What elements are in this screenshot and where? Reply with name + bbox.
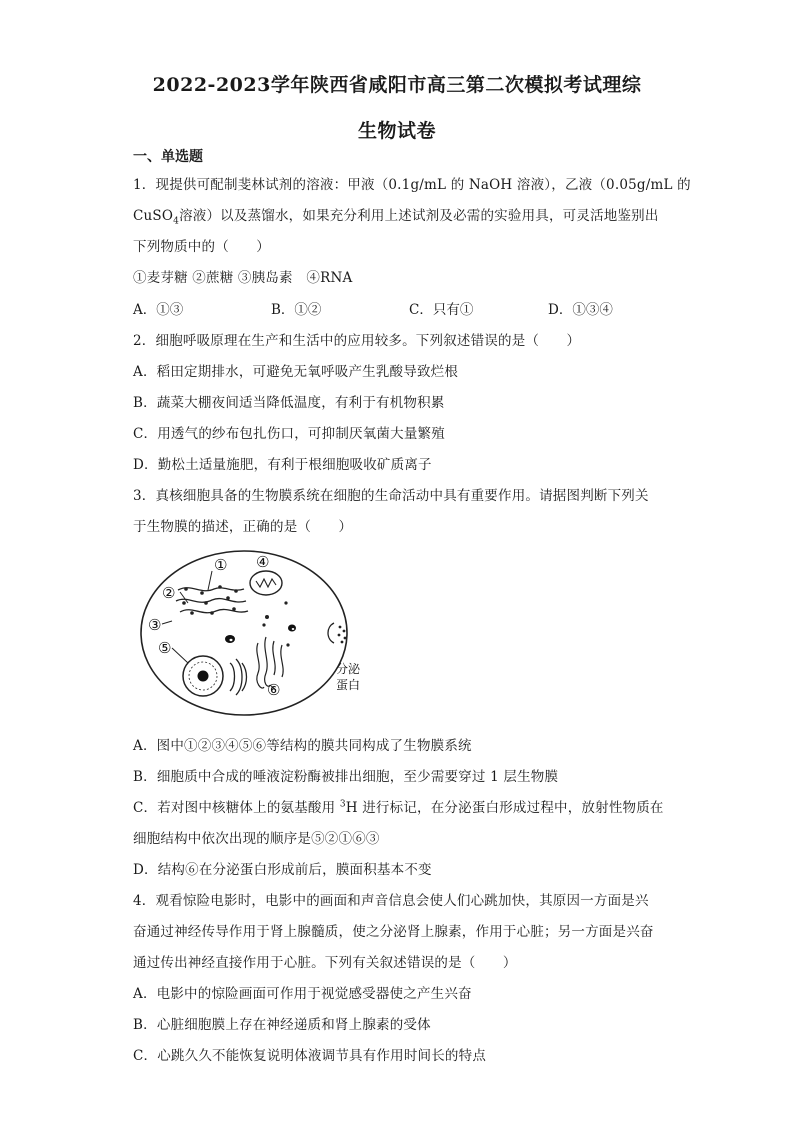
q4-stem-line2: 奋通过神经传导作用于肾上腺髓质，使之分泌肾上腺素，作用于心脏；另一方面是兴奋 bbox=[133, 924, 654, 940]
q1-option-b[interactable]: B．①② bbox=[271, 302, 322, 318]
q3-option-c-isotope: 3 bbox=[339, 799, 346, 810]
q3-option-c-line1[interactable] bbox=[133, 796, 664, 816]
q1-formula: CuSO bbox=[133, 208, 174, 224]
q2-option-d[interactable]: D．勤松土适量施肥，有利于根细胞吸收矿质离子 bbox=[133, 457, 432, 473]
exocytosis-site bbox=[328, 623, 346, 643]
q3-option-c-line2: 细胞结构中依次出现的顺序是⑤②①⑥③ bbox=[133, 831, 380, 847]
label-1: ① bbox=[214, 556, 228, 574]
q3-stem-line2: 于生物膜的描述，正确的是（ ） bbox=[133, 519, 353, 535]
q3-option-c-text-a: C．若对图中核糖体上的氨基酸用 bbox=[133, 800, 340, 816]
label-4: ④ bbox=[256, 553, 270, 571]
secreted-protein-label-2: 蛋白 bbox=[336, 678, 361, 692]
q1-items: ①麦芽糖 ②蔗糖 ③胰岛素 ④RNA bbox=[133, 270, 353, 286]
diagram-labels bbox=[148, 553, 280, 699]
q1-option-a[interactable]: A．①③ bbox=[133, 302, 184, 318]
cell-membrane-outline bbox=[141, 551, 347, 715]
q4-stem-line3: 通过传出神经直接作用于心脏。下列有关叙述错误的是（ ） bbox=[133, 955, 517, 971]
q4-option-c[interactable]: C．心跳久久不能恢复说明体液调节具有作用时间长的特点 bbox=[133, 1048, 487, 1064]
q2-option-b[interactable]: B．蔬菜大棚夜间适当降低温度，有利于有机物积累 bbox=[133, 395, 445, 411]
cell-diagram bbox=[136, 545, 366, 720]
q3-option-d[interactable]: D．结构⑥在分泌蛋白形成前后，膜面积基本不变 bbox=[133, 862, 432, 878]
label-2: ② bbox=[162, 584, 176, 602]
q3-option-c-text-b: H 进行标记，在分泌蛋白形成过程中，放射性物质在 bbox=[345, 800, 664, 816]
q4-option-b[interactable]: B．心脏细胞膜上存在神经递质和肾上腺素的受体 bbox=[133, 1017, 431, 1033]
q4-stem-line1: 4．观看惊险电影时，电影中的画面和声音信息会使人们心跳加快，其原因一方面是兴 bbox=[133, 893, 649, 909]
section-heading-single-choice: 一、单选题 bbox=[133, 149, 203, 165]
label-6: ⑥ bbox=[267, 681, 281, 699]
golgi-apparatus bbox=[230, 659, 247, 695]
label-5: ⑤ bbox=[158, 639, 172, 657]
secreted-protein-label-1: 分泌 bbox=[336, 662, 361, 676]
exam-title-line2: 生物试卷 bbox=[357, 120, 436, 142]
small-organelles bbox=[225, 625, 296, 644]
q1-stem-line1: 1．现提供可配制斐林试剂的溶液：甲液（0.1g/mL 的 NaOH 溶液），乙液（0.05g/mL 的 bbox=[133, 177, 691, 193]
q1-option-c[interactable]: C．只有① bbox=[409, 302, 474, 318]
q3-option-a[interactable]: A．图中①②③④⑤⑥等结构的膜共同构成了生物膜系统 bbox=[133, 738, 472, 754]
q3-stem-line1: 3．真核细胞具备的生物膜系统在细胞的生命活动中具有重要作用。请据图判断下列关 bbox=[133, 488, 649, 504]
q1-option-d[interactable]: D．①③④ bbox=[548, 302, 613, 318]
q1-stem-line2-text: 溶液）以及蒸馏水，如果充分利用上述试剂及必需的实验用具，可灵活地鉴别出 bbox=[179, 208, 659, 224]
q1-stem-line2 bbox=[133, 204, 659, 227]
label-3: ③ bbox=[148, 616, 162, 634]
vesicle-dots bbox=[262, 601, 289, 646]
q2-stem: 2．细胞呼吸原理在生产和生活中的应用较多。下列叙述错误的是（ ） bbox=[133, 333, 581, 349]
q2-option-a[interactable]: A．稻田定期排水，可避免无氧呼吸产生乳酸导致烂根 bbox=[133, 364, 459, 380]
q1-stem-line3: 下列物质中的（ ） bbox=[133, 239, 270, 255]
exam-title-line1: 2022-2023学年陕西省咸阳市高三第二次模拟考试理综 bbox=[152, 74, 642, 96]
q2-option-c[interactable]: C．用透气的纱布包扎伤口，可抑制厌氧菌大量繁殖 bbox=[133, 426, 445, 442]
mitochondrion bbox=[250, 571, 282, 595]
q1-formula-sub: 4 bbox=[173, 216, 180, 227]
nucleus bbox=[183, 656, 223, 696]
q3-option-b[interactable]: B．细胞质中合成的唾液淀粉酶被排出细胞，至少需要穿过 1 层生物膜 bbox=[133, 769, 559, 785]
q4-option-a[interactable]: A．电影中的惊险画面可作用于视觉感受器使之产生兴奋 bbox=[133, 986, 472, 1002]
